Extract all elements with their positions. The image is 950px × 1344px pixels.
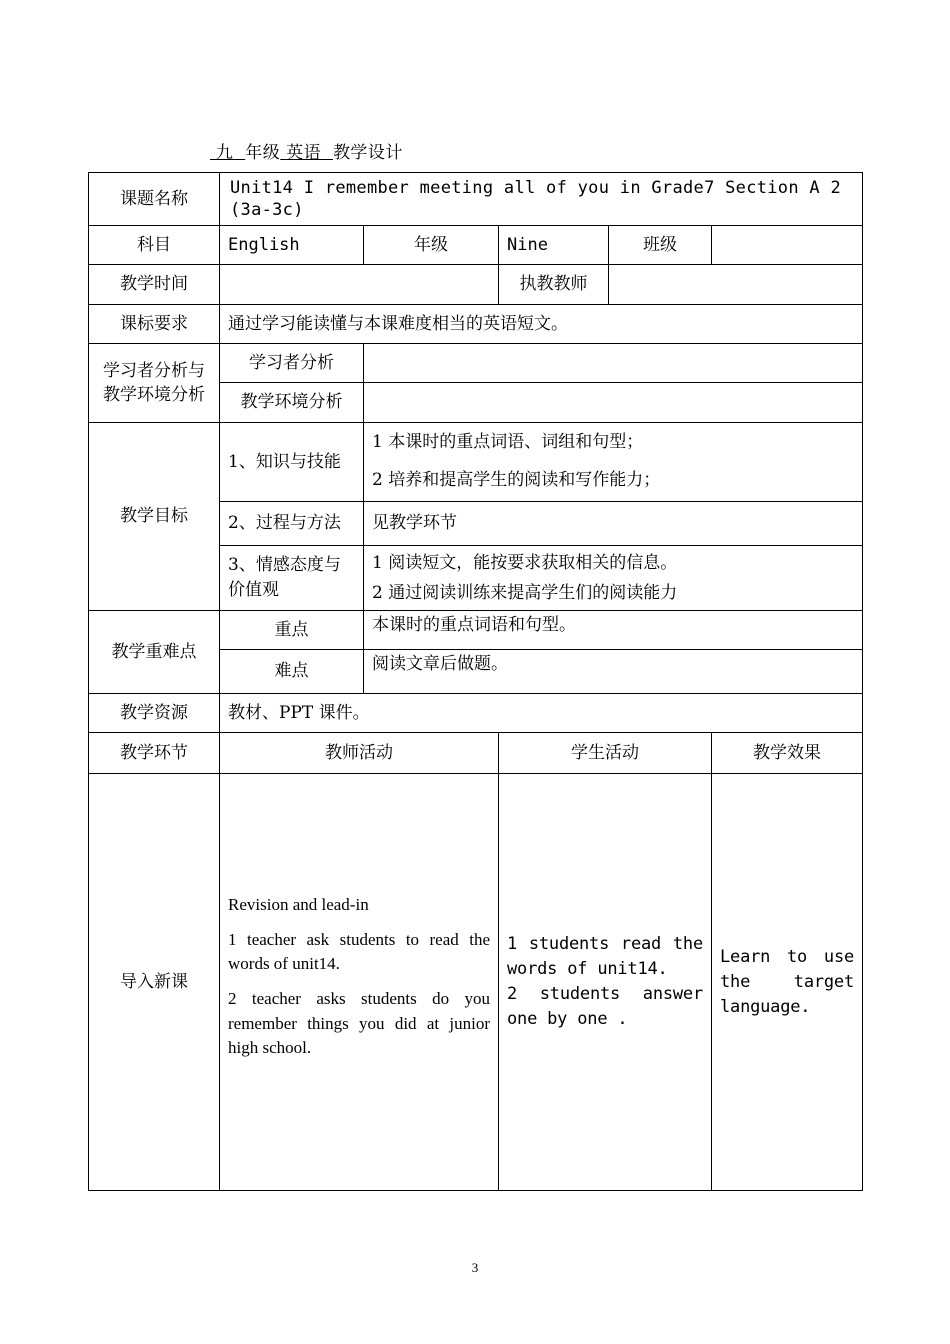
- knowledge-label: 1、知识与技能: [220, 423, 364, 502]
- subject-value: 英语: [286, 143, 322, 163]
- time-label: 教学时间: [89, 265, 220, 305]
- col-stage: 教学环节: [89, 733, 220, 774]
- teacher-label: 执教教师: [499, 265, 609, 305]
- keypoints-label: 教学重难点: [89, 611, 220, 694]
- grade-suffix: 年级: [245, 143, 281, 163]
- page-number: 3: [471, 1260, 479, 1275]
- row-standard: [89, 305, 863, 344]
- row-intro: [89, 774, 863, 1191]
- col-effect: 教学效果: [712, 733, 863, 774]
- emotion-value: [364, 546, 863, 611]
- diff-label: 难点: [220, 650, 364, 694]
- document-title: [210, 138, 403, 163]
- standard-value: 通过学习能读懂与本课难度相当的英语短文。: [220, 305, 863, 344]
- env-value: [364, 383, 863, 423]
- row-time: [89, 265, 863, 305]
- teacher-title: Revision and lead-in: [228, 895, 369, 915]
- analysis-label: 学习者分析与教学环境分析: [89, 344, 220, 423]
- intro-stage: 导入新课: [89, 774, 220, 1191]
- row-column-headers: [89, 733, 863, 774]
- class-label: 班级: [609, 226, 712, 265]
- learner-label: 学习者分析: [220, 344, 364, 383]
- grade-value: 九: [215, 143, 234, 163]
- student-step-2: 2 students answer one by one .: [507, 984, 703, 1029]
- doc-type: 教学设计: [332, 143, 403, 163]
- row-key-point: [89, 611, 863, 650]
- knowledge-value: [364, 423, 863, 502]
- standard-label: 课标要求: [89, 305, 220, 344]
- row-goal-knowledge: [89, 423, 863, 502]
- row-resources: [89, 694, 863, 733]
- learner-value: [364, 344, 863, 383]
- teacher-value: [609, 265, 863, 305]
- teacher-step-1: 1 teacher ask students to read the words of unit14.: [228, 929, 490, 974]
- resources-label: 教学资源: [89, 694, 220, 733]
- diff-value: 阅读文章后做题。: [364, 650, 863, 694]
- time-value: [220, 265, 499, 305]
- goals-label: 教学目标: [89, 423, 220, 611]
- env-label: 教学环境分析: [220, 383, 364, 423]
- grade-field: Nine: [499, 226, 609, 265]
- resources-value: 教材、PPT 课件。: [220, 694, 863, 733]
- intro-student: [499, 774, 712, 1191]
- emotion-item-2: 2 通过阅读训练来提高学生们的阅读能力: [372, 583, 678, 603]
- lesson-plan-table: [88, 172, 863, 1191]
- topic-label: 课题名称: [89, 173, 220, 226]
- teacher-step-2: 2 teacher asks students do you remember things you did at junior high school.: [228, 989, 490, 1058]
- emotion-item-1: 1 阅读短文，能按要求获取相关的信息。: [372, 553, 678, 573]
- intro-effect: Learn to use the target language.: [712, 774, 863, 1191]
- subject-label: 科目: [89, 226, 220, 265]
- row-learner-analysis: [89, 344, 863, 383]
- knowledge-item-2: 2 培养和提高学生的阅读和写作能力；: [372, 470, 661, 490]
- col-teacher: 教师活动: [220, 733, 499, 774]
- knowledge-item-1: 1 本课时的重点词语、词组和句型；: [372, 432, 644, 452]
- row-topic: [89, 173, 863, 226]
- subject-value: English: [220, 226, 364, 265]
- emotion-label: 3、情感态度与价值观: [220, 546, 364, 611]
- topic-value: Unit14 I remember meeting all of you in Grade7 Section A 2 (3a-3c): [220, 173, 863, 226]
- row-subject: [89, 226, 863, 265]
- process-value: 见教学环节: [364, 502, 863, 546]
- key-value: 本课时的重点词语和句型。: [364, 611, 863, 650]
- intro-teacher: [220, 774, 499, 1191]
- col-student: 学生活动: [499, 733, 712, 774]
- grade-label: 年级: [364, 226, 499, 265]
- student-step-1: 1 students read the words of unit14.: [507, 934, 703, 979]
- key-label: 重点: [220, 611, 364, 650]
- class-value: [712, 226, 863, 265]
- process-label: 2、过程与方法: [220, 502, 364, 546]
